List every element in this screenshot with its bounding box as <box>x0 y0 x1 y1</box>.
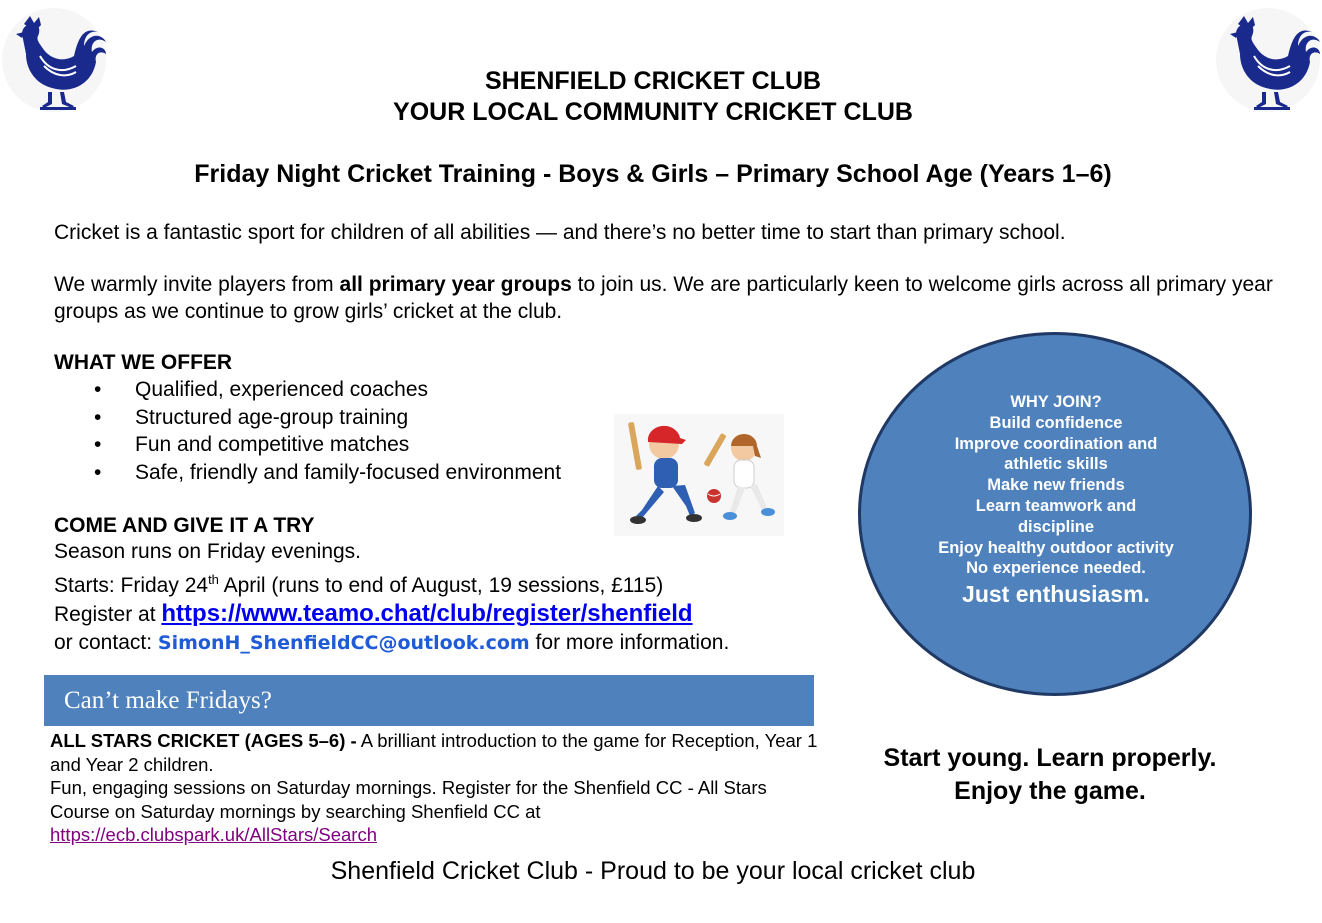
contact-email-link[interactable]: SimonH_ShenfieldCC@outlook.com <box>157 632 530 654</box>
contact-line <box>54 629 729 657</box>
fridays-banner <box>44 675 814 726</box>
contact-suffix: for more information. <box>529 631 730 654</box>
register-prefix: Register at <box>54 603 162 626</box>
intro-paragraph: Cricket is a fantastic sport for children of all abilities — and there’s no better time to start than primary school. <box>54 221 1066 244</box>
list-item: • Qualified, experienced coaches <box>54 376 561 404</box>
tagline <box>850 742 1250 808</box>
why-join-line: Learn teamwork and discipline <box>975 496 1137 536</box>
start-date-text <box>54 566 729 600</box>
try-heading: COME AND GIVE IT A TRY <box>54 514 315 537</box>
invite-paragraph <box>54 271 1284 325</box>
allstars-text <box>50 729 820 847</box>
contact-prefix: or contact: <box>54 631 158 654</box>
why-join-text <box>938 392 1174 609</box>
list-item: • Fun and competitive matches <box>54 431 561 459</box>
why-join-line: Make new friends <box>987 476 1125 495</box>
why-join-last-line: Just enthusiasm. <box>962 581 1150 608</box>
start-prefix: Starts: Friday 24 <box>54 574 209 597</box>
invite-text-end: to join us. We are particularly keen to welcome girls across all primary year groups as we continue to grow girls’ cricket at the club. <box>54 273 1273 323</box>
offer-list <box>54 376 561 486</box>
why-join-line: WHY JOIN? <box>1010 393 1102 411</box>
tagline-line1: Start young. Learn properly. <box>883 744 1217 772</box>
invite-text-start: We warmly invite players from <box>54 273 340 296</box>
offer-heading: WHAT WE OFFER <box>54 351 233 374</box>
fridays-banner-text: Can’t make Fridays? <box>64 687 272 714</box>
start-sup: th <box>208 572 219 587</box>
list-item: • Safe, friendly and family-focused environment <box>54 459 561 487</box>
list-item: • Structured age-group training <box>54 404 561 432</box>
page-subtitle: Friday Night Cricket Training - Boys & Girls – Primary School Age (Years 1–6) <box>194 160 1112 188</box>
why-join-line: No experience needed. <box>966 559 1146 578</box>
start-suffix: April (runs to end of August, 19 sessions, £115) <box>218 574 664 597</box>
allstars-heading: ALL STARS CRICKET (AGES 5–6) - <box>50 730 357 751</box>
invite-text-bold: all primary year groups <box>339 273 572 296</box>
season-text: Season runs on Friday evenings. <box>54 540 362 563</box>
tagline-line2: Enjoy the game. <box>954 777 1146 805</box>
why-join-line: Enjoy healthy outdoor activity <box>938 538 1174 557</box>
register-link[interactable]: https://www.teamo.chat/club/register/shenfield <box>161 600 693 627</box>
page-title-line2: YOUR LOCAL COMMUNITY CRICKET CLUB <box>393 98 913 126</box>
allstars-intro: A brilliant introduction to the game for Reception, Year 1 and Year 2 children. <box>50 730 818 775</box>
register-line <box>54 600 729 629</box>
try-details <box>54 538 729 657</box>
allstars-details: Fun, engaging sessions on Saturday mornings. Register for the Shenfield CC - All Stars Course on Saturday mornings by searching Shenfield CC at <box>50 777 767 822</box>
allstars-link[interactable]: https://ecb.clubspark.uk/AllStars/Search <box>50 824 377 845</box>
why-join-line: Improve coordination and athletic skills <box>954 434 1158 474</box>
footer-text: Shenfield Cricket Club - Proud to be your local cricket club <box>330 857 976 885</box>
kids-cricket-illustration <box>614 414 784 536</box>
why-join-line: Build confidence <box>989 413 1123 432</box>
page-title: SHENFIELD CRICKET CLUB <box>484 67 822 95</box>
